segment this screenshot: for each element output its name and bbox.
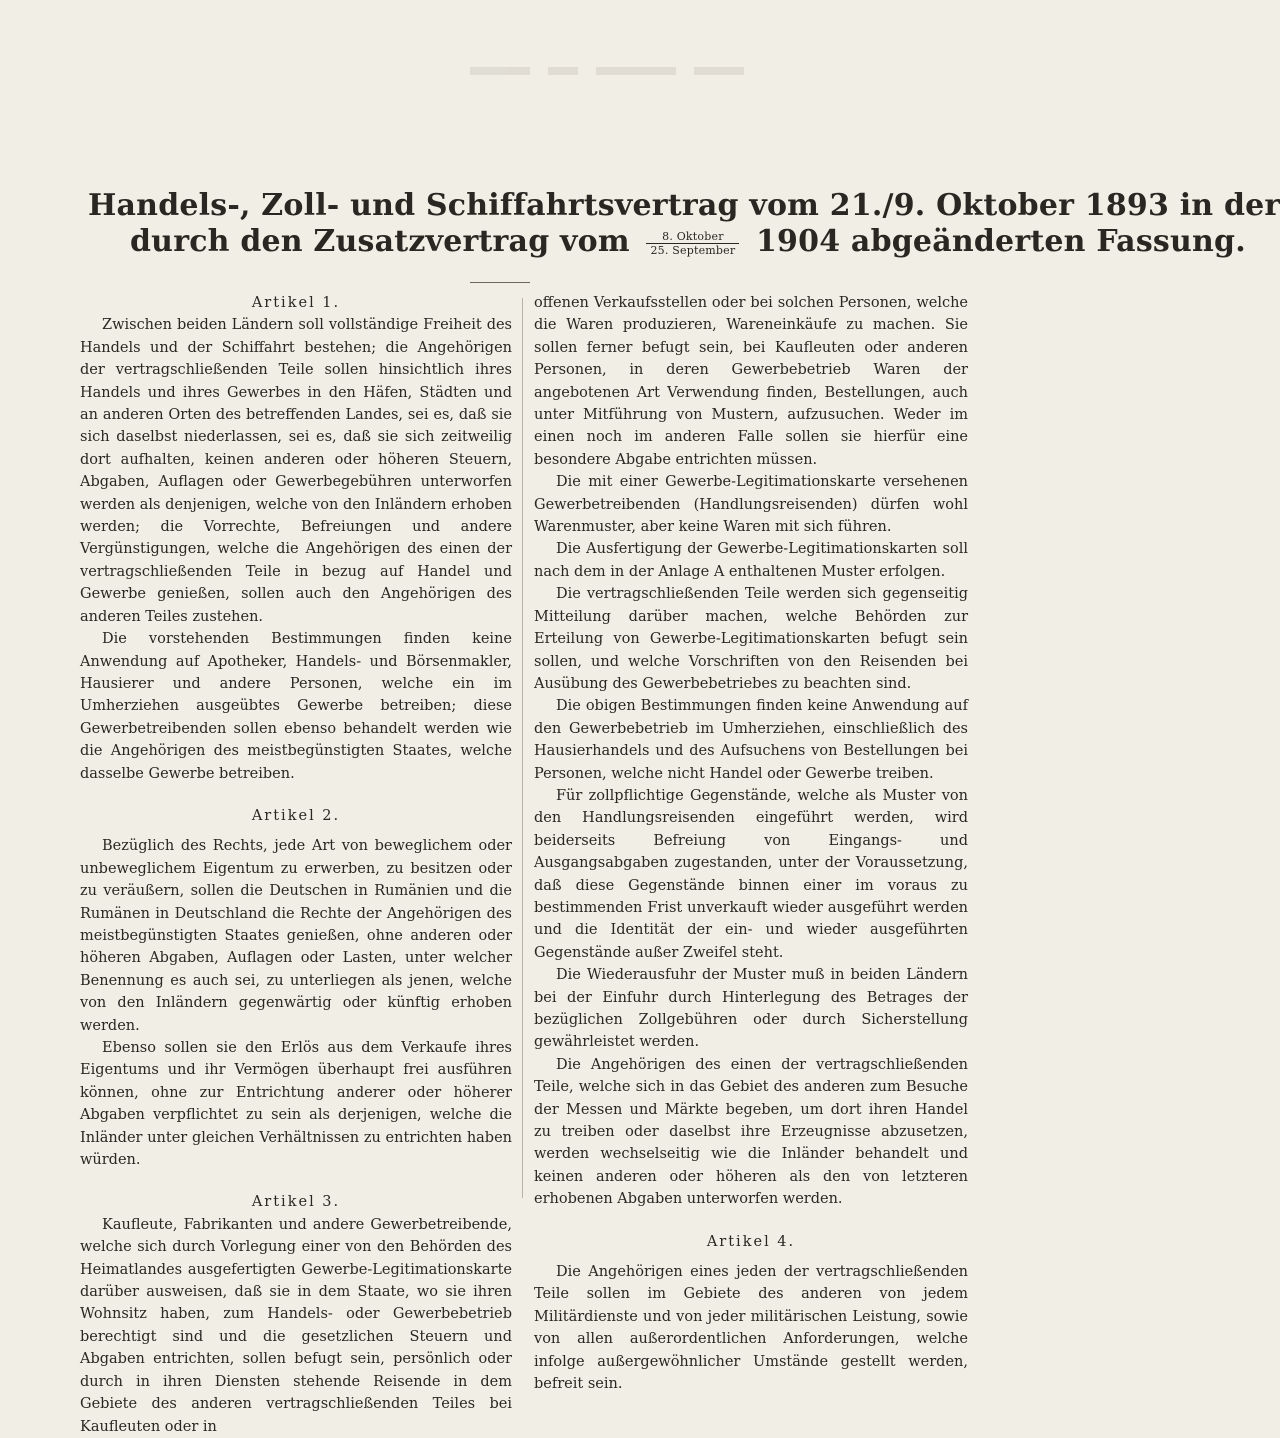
title-suffix: 1904 abgeänderten Fassung. (755, 224, 1246, 259)
article-4-paragraph-1: Die Angehörigen eines jeden der vertragschließenden Teile sollen im Gebiete des anderen von jedem Militärdienste und von jeder militärischen Leistung, sowie von allen außerordentlichen Anforderungen, welche infolge außergewöhnlicher Umstände gestellt werden, befreit sein. (534, 1264, 968, 1393)
article-4-heading: Artikel 4. (706, 1233, 796, 1250)
article-3-heading: Artikel 3. (251, 1194, 341, 1211)
article-3-paragraph-4: Die vertragschließenden Teile werden sich gegenseitig Mitteilung darüber machen, welche Behörden zur Erteilung von Gewerbe-Legitimationskarten befugt sein sollen, und welche Vorschriften von den Reisenden bei Ausübung des Gewerbebetriebes zu beachten sind. (534, 586, 968, 692)
date-fraction (646, 230, 739, 257)
fraction-denominator: 25. September (650, 243, 736, 257)
article-3-paragraph-6: Für zollpflichtige Gegenstände, welche als Muster von den Handlungsreisenden eingeführt werden, wird beiderseits Befreiung von Eingangs- und Ausgangsabgaben zugestanden, unter der Voraussetzung, daß diese Gegenstände binnen einer im voraus zu bestimmenden Frist unverkauft wieder ausgeführt werden und die Identität der ein- und wieder ausgeführten Gegenstände außer Zweifel steht. (534, 787, 968, 961)
article-3-paragraph-3: Die Ausfertigung der Gewerbe-Legitimationskarten soll nach dem in der Anlage A enthaltenen Muster erfolgen. (534, 541, 968, 580)
article-1-paragraph-1: Zwischen beiden Ländern soll vollständige Freiheit des Handels und der Schiffahrt bestehen; die Angehörigen der vertragschließenden Teile sollen hinsichtlich ihres Handels und ihres Gewerbes in den Häfen, Städten und an anderen Orten des betreffenden Landes, sei es, daß sie sich daselbst niederlassen, sei es, daß sie sich zeitweilig dort aufhalten, keinen anderen oder höheren Steuern, Abgaben, Auflagen oder Gewerbegebühren unterworfen werden als denjenigen, welche von den Inländern erhoben werden; die Vorrechte, Befreiungen und andere Vergünstigungen, welche die Angehörigen des einen der vertragschließenden Teile in bezug auf Handel und Gewerbe genießen, sollen auch den Angehörigen des anderen Teiles zustehen. (80, 317, 512, 625)
article-2-heading: Artikel 2. (251, 807, 341, 824)
article-3-paragraph-2: Die mit einer Gewerbe-Legitimationskarte versehenen Gewerbetreibenden (Handlungsreisenden) dürfen wohl Warenmuster, aber keine Waren mit sich führen. (534, 474, 968, 536)
left-column (80, 292, 512, 1438)
bleed-through-artifact (470, 60, 990, 72)
article-3-paragraph-8: Die Angehörigen des einen der vertragschließenden Teile, welche sich in das Gebiet des anderen zum Besuche der Messen und Märkte begeben, um dort ihren Handel zu treiben oder daselbst ihre Erzeugnisse abzusetzen, werden wechselseitig wie die Inländer behandelt und keinen anderen oder höheren als den von letzteren erhobenen Abgaben unterworfen werden. (534, 1056, 968, 1208)
title-divider (470, 282, 530, 283)
article-3-paragraph-7: Die Wiederausfuhr der Muster muß in beiden Ländern bei der Einfuhr durch Hinterlegung des Betrages der bezüglichen Zollgebühren oder durch Sicherstellung gewährleistet werden. (534, 967, 968, 1051)
document-title-line-2 (130, 224, 1246, 259)
right-column (534, 292, 968, 1396)
document-title-line-1: Handels-, Zoll- und Schiffahrtsvertrag vom 21./9. Oktober 1893 in der (88, 188, 1280, 223)
article-2-paragraph-2: Ebenso sollen sie den Erlös aus dem Verkaufe ihres Eigentums und ihr Vermögen überhaupt frei ausführen können, ohne zur Entrichtung anderer oder höherer Abgaben verpflichtet zu sein als derjenigen, welche die Inländer unter gleichen Verhältnissen zu entrichten haben würden. (80, 1040, 512, 1169)
article-1-heading: Artikel 1. (251, 295, 341, 311)
article-3-paragraph-5: Die obigen Bestimmungen finden keine Anwendung auf den Gewerbebetrieb im Umherziehen, einschließlich des Hausierhandels und des Aufsuchens von Bestellungen bei Personen, welche nicht Handel oder Gewerbe treiben. (534, 698, 968, 782)
title-prefix: durch den Zusatzvertrag vom (130, 224, 630, 259)
column-rule (522, 298, 523, 1198)
article-2-paragraph-1: Bezüglich des Rechts, jede Art von beweglichem oder unbeweglichem Eigentum zu erwerben, zu besitzen oder zu veräußern, sollen die Deutschen in Rumänien und die Rumänen in Deutschland die Rechte der Angehörigen des meistbegünstigten Staates genießen, ohne anderen oder höheren Abgaben, Auflagen oder Lasten, unter welcher Benennung es auch sei, zu unterliegen als jenen, welche von den Inländern gegenwärtig oder künftig erhoben werden. (80, 838, 512, 1034)
article-3-continuation: offenen Verkaufsstellen oder bei solchen Personen, welche die Waren produzieren, Wareneinkäufe zu machen. Sie sollen ferner befugt sein, bei Kaufleuten oder anderen Personen, in deren Gewerbebetrieb Waren der angebotenen Art Verwendung finden, Bestellungen, auch unter Mitführung von Mustern, aufzusuchen. Weder im einen noch im anderen Falle sollen sie hierfür eine besondere Abgabe entrichten müssen. (534, 295, 968, 468)
fraction-numerator: 8. Oktober (646, 230, 739, 244)
article-1-paragraph-2: Die vorstehenden Bestimmungen finden keine Anwendung auf Apotheker, Handels- und Börsenmakler, Hausierer und andere Personen, welche ein im Umherziehen ausgeübtes Gewerbe betreiben; diese Gewerbetreibenden sollen ebenso behandelt werden wie die Angehörigen des meistbegünstigten Staates, welche dasselbe Gewerbe betreiben. (80, 631, 512, 782)
article-3-paragraph-1: Kaufleute, Fabrikanten und andere Gewerbetreibende, welche sich durch Vorlegung einer von den Behörden des Heimatlandes ausgefertigten Gewerbe-Legitimationskarte darüber ausweisen, daß sie in dem Staate, wo sie ihren Wohnsitz haben, zum Handels- oder Gewerbebetrieb berechtigt sind und die gesetzlichen Steuern und Abgaben entrichten, sollen befugt sein, persönlich oder durch in ihren Diensten stehende Reisende in dem Gebiete des anderen vertragschließenden Teiles bei Kaufleuten oder in (80, 1216, 512, 1435)
